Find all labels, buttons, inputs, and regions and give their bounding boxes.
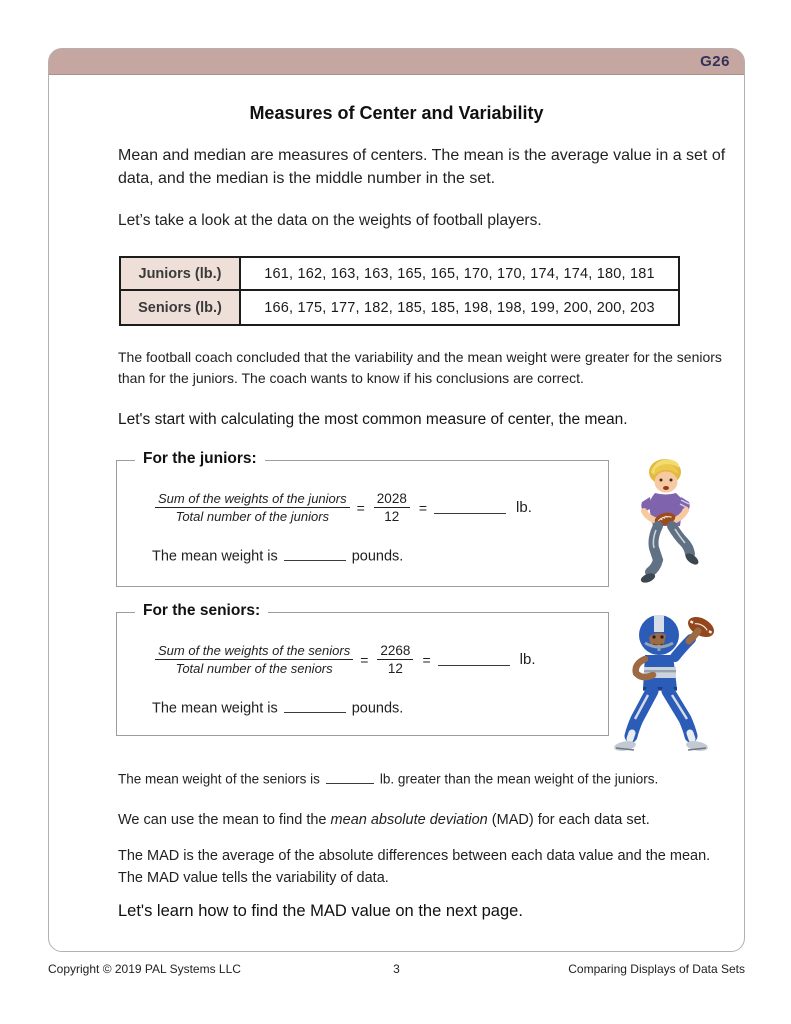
juniors-fraction-denominator: Total number of the juniors <box>175 509 330 524</box>
lets-take-a-look-line: Let’s take a look at the data on the weights of football players. <box>118 212 542 229</box>
juniors-box <box>116 450 609 587</box>
table-label-seniors: Seniors (lb.) <box>121 291 241 324</box>
seniors-fraction-numerator: Sum of the weights of the seniors <box>155 643 353 660</box>
seniors-count-value: 12 <box>387 661 403 676</box>
lets-start-line: Let's start with calculating the most common measure of center, the mean. <box>118 411 628 428</box>
juniors-box-legend: For the juniors: <box>135 450 265 468</box>
mean-sentence-prefix: The mean weight is <box>152 548 278 565</box>
mean-sentence-prefix: The mean weight is <box>152 700 278 717</box>
mad-definition-paragraph: The MAD is the average of the absolute differences between each data value and the mean. The MAD value tells the variability of data. <box>118 848 711 887</box>
juniors-mean-sentence <box>152 546 608 565</box>
seniors-box-legend: For the seniors: <box>135 602 268 620</box>
mean-sentence-suffix: pounds. <box>351 548 404 565</box>
table-label-juniors: Juniors (lb.) <box>121 258 241 291</box>
equals-sign: = <box>360 651 369 668</box>
juniors-equation <box>155 491 608 524</box>
mad-intro-suffix: (MAD) for each data set. <box>491 812 650 828</box>
juniors-fraction-numerator: Sum of the weights of the juniors <box>155 491 350 508</box>
intro-paragraph: Mean and median are measures of centers. The mean is the average value in a set of data, and the median is the middle number in the set. <box>118 147 726 187</box>
page-title: Measures of Center and Variability <box>249 103 544 123</box>
weights-table <box>119 256 680 326</box>
seniors-mean-answer-blank <box>284 698 346 713</box>
comparison-prefix: The mean weight of the seniors is <box>118 771 320 787</box>
seniors-number-fraction <box>377 643 413 676</box>
seniors-sum-value: 2268 <box>377 643 413 660</box>
juniors-word-fraction <box>155 491 350 524</box>
pounds-unit: lb. <box>519 651 536 668</box>
seniors-word-fraction <box>155 643 353 676</box>
mean-sentence-suffix: pounds. <box>351 700 404 717</box>
junior-football-player-illustration <box>627 455 703 596</box>
equals-sign: = <box>418 499 428 516</box>
page-footer <box>48 962 745 976</box>
comparison-suffix: lb. greater than the mean weight of the juniors. <box>379 771 659 787</box>
mad-term-italic: mean absolute deviation <box>330 812 488 828</box>
seniors-mean-sentence <box>152 698 608 717</box>
juniors-count-value: 12 <box>384 509 400 524</box>
seniors-fraction-denominator: Total number of the seniors <box>175 661 333 676</box>
seniors-box <box>116 602 609 736</box>
footer-page-number: 3 <box>393 962 400 976</box>
next-page-line: Let's learn how to find the MAD value on the next page. <box>118 902 523 920</box>
pounds-unit: lb. <box>516 499 532 516</box>
footer-booklet-title: Comparing Displays of Data Sets <box>568 962 745 976</box>
footer-copyright: Copyright © 2019 PAL Systems LLC <box>48 962 241 976</box>
senior-player-icon <box>607 605 733 757</box>
seniors-equation <box>155 643 608 676</box>
page-tag: G26 <box>700 53 730 70</box>
coach-paragraph: The football coach concluded that the variability and the mean weight were greater for the seniors than for the juniors. The coach wants to know if his conclusions are correct. <box>118 349 722 387</box>
junior-player-icon <box>627 455 703 591</box>
equals-sign: = <box>356 499 365 516</box>
seniors-mean-blank <box>438 653 510 667</box>
senior-football-player-illustration <box>607 605 733 762</box>
mad-intro-sentence <box>118 812 650 828</box>
juniors-mean-answer-blank <box>284 546 346 561</box>
table-values-juniors: 161, 162, 163, 163, 165, 165, 170, 170, 174, 174, 180, 181 <box>241 258 678 291</box>
table-values-seniors: 166, 175, 177, 182, 185, 185, 198, 198, 199, 200, 200, 203 <box>241 291 678 324</box>
mad-intro-prefix: We can use the mean to find the <box>118 812 327 828</box>
equals-sign: = <box>422 651 431 668</box>
juniors-number-fraction <box>374 491 410 524</box>
header-bar <box>49 49 744 75</box>
juniors-mean-blank <box>434 501 506 515</box>
comparison-sentence <box>118 770 658 787</box>
worksheet-card <box>48 48 745 952</box>
juniors-sum-value: 2028 <box>374 491 410 508</box>
difference-blank <box>326 770 374 784</box>
